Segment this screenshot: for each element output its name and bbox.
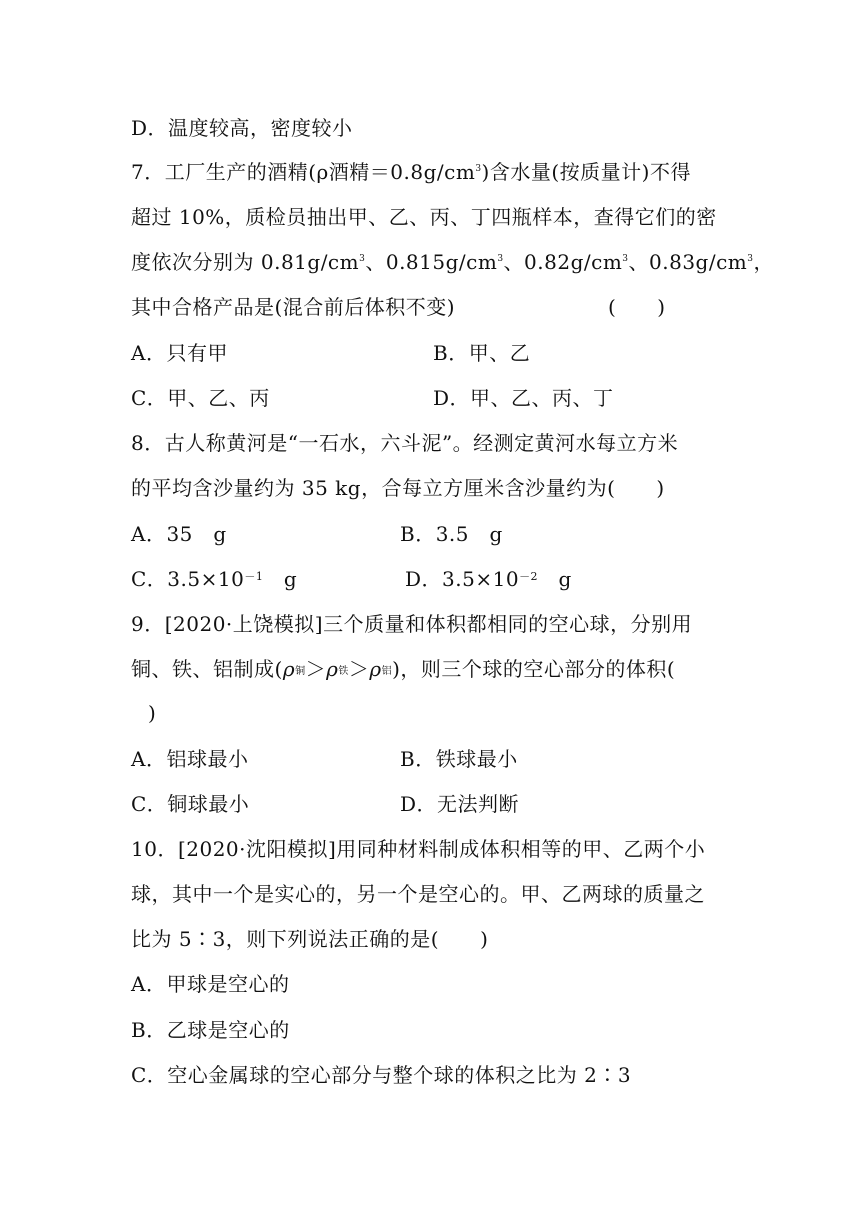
- q7-option-a: A．只有甲: [131, 341, 228, 365]
- q9-line-1: 9．[2020·上饶模拟]三个质量和体积都相同的空心球，分别用: [131, 612, 693, 636]
- q10-line-1: 10．[2020·沈阳模拟]用同种材料制成体积相等的甲、乙两个小: [131, 837, 706, 861]
- q8-option-a: A．35 g: [131, 522, 227, 546]
- q8-line-2: 的平均含沙量约为 35 kg，合每立方厘米含沙量约为( ): [131, 476, 665, 500]
- q9-line-3: ): [148, 701, 157, 725]
- q9-option-d: D．无法判断: [400, 792, 520, 816]
- q7-line-3: 度依次分别为 $0.81g/cm^3$、$0.815g/cm^3$、$0.82g/cm^3$、$0.83g/cm^3$，: [131, 250, 775, 274]
- q7-line-4: 其中合格产品是(混合前后体积不变): [131, 295, 456, 319]
- q8-option-d: D．$3.5\times 10^{-2}$ g: [405, 567, 572, 591]
- q7-line-2: 超过 10%，质检员抽出甲、乙、丙、丁四瓶样本，查得它们的密: [131, 205, 717, 229]
- q7-option-c: C．甲、乙、丙: [131, 386, 270, 410]
- q8-line-1: 8．古人称黄河是“一石水，六斗泥”。经测定黄河水每立方米: [131, 431, 679, 455]
- q10-option-b: B．乙球是空心的: [131, 1018, 290, 1042]
- q9-option-a: A．铝球最小: [131, 747, 249, 771]
- q10-option-c: C．空心金属球的空心部分与整个球的体积之比为 2∶3: [131, 1063, 632, 1087]
- q9-option-c: C．铜球最小: [131, 792, 250, 816]
- q8-option-c: C．$3.5\times 10^{-1}$ g: [131, 567, 298, 591]
- q9-line-2: 铜、铁、铝制成(ρ铜＞ρ铁＞ρ铝)，则三个球的空心部分的体积(: [131, 657, 676, 681]
- q9-option-b: B．铁球最小: [400, 747, 518, 771]
- q10-line-3: 比为 5∶3，则下列说法正确的是( ): [131, 927, 489, 951]
- q7-answer-paren: ( ): [608, 295, 666, 319]
- q10-line-2: 球，其中一个是实心的，另一个是空心的。甲、乙两球的质量之: [131, 882, 705, 906]
- q7-line-1: 7．工厂生产的酒精(ρ酒精$=0.8g/cm^3$)含水量(按质量计)不得: [131, 160, 691, 184]
- q7-option-d: D．甲、乙、丙、丁: [433, 386, 614, 410]
- q7-option-b: B．甲、乙: [433, 341, 531, 365]
- q6-option-d: D．温度较高，密度较小: [131, 116, 353, 140]
- q10-option-a: A．甲球是空心的: [131, 972, 290, 996]
- q8-option-b: B．3.5 g: [400, 522, 503, 546]
